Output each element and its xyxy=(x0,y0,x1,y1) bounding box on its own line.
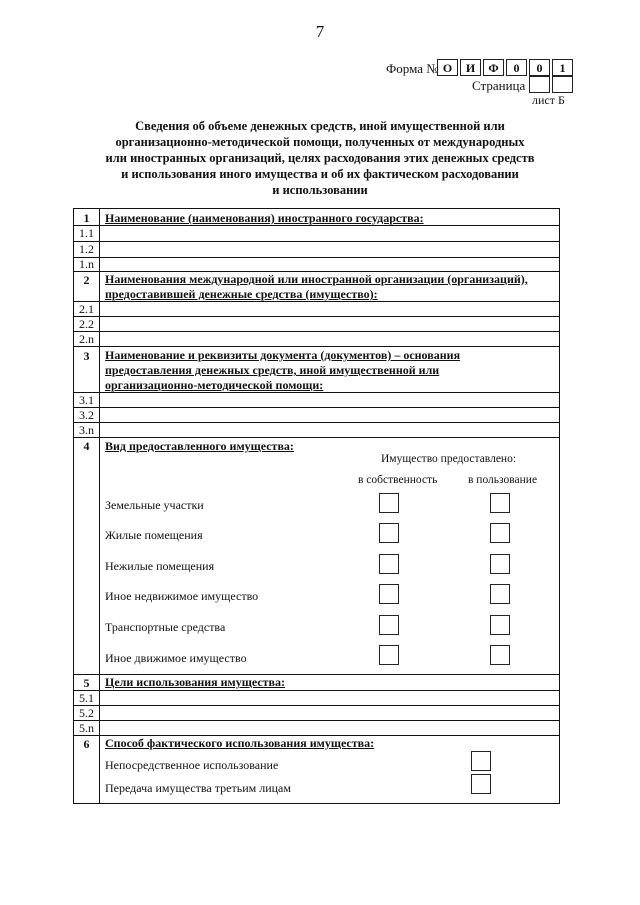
row-divider xyxy=(74,316,559,317)
usage-method-label: Непосредственное использование xyxy=(105,758,279,772)
form-number-label: Форма № xyxy=(386,61,439,76)
title-line: Сведения об объеме денежных средств, иной имущественной или xyxy=(135,119,505,133)
row-number: 5.1 xyxy=(79,691,94,705)
section-number: 5 xyxy=(83,676,90,690)
page-number: 7 xyxy=(315,22,325,41)
form-code-cell: Ф xyxy=(483,59,504,76)
row-divider xyxy=(74,225,559,226)
row-divider xyxy=(74,392,559,393)
use-checkbox[interactable] xyxy=(490,615,510,635)
sheet-label: лист Б xyxy=(532,93,565,107)
property-type-label: Земельные участки xyxy=(105,498,204,512)
ownership-checkbox[interactable] xyxy=(379,523,399,543)
row-divider xyxy=(74,241,559,242)
property-provided-header: Имущество предоставлено: xyxy=(381,453,517,465)
row-divider xyxy=(74,720,559,721)
row-divider xyxy=(74,437,559,438)
form-code-cell: 0 xyxy=(529,59,550,76)
row-number: 5.2 xyxy=(79,706,94,720)
property-type-label: Жилые помещения xyxy=(105,528,203,542)
usage-method-label: Передача имущества третьим лицам xyxy=(105,781,291,795)
form-code-cell: 0 xyxy=(506,59,527,76)
ownership-checkbox[interactable] xyxy=(379,645,399,665)
title-line: и использовании xyxy=(272,183,368,197)
form-table xyxy=(73,208,560,804)
direct-use-checkbox[interactable] xyxy=(471,751,491,771)
title-line: и использования иного имущества и об их фактическом расходовании xyxy=(121,167,519,181)
page-field-label: Страница xyxy=(472,78,526,93)
property-type-label: Транспортные средства xyxy=(105,620,226,634)
column-ownership: в собственность xyxy=(358,474,438,486)
section-4-title: Вид предоставленного имущества: xyxy=(105,439,294,453)
section-5-title: Цели использования имущества: xyxy=(105,675,286,689)
row-number: 1.2 xyxy=(79,242,94,256)
row-number: 3.2 xyxy=(79,408,94,422)
row-number: 1.1 xyxy=(79,226,94,240)
row-divider xyxy=(74,705,559,706)
row-number: 2.n xyxy=(79,332,94,346)
property-type-label: Нежилые помещения xyxy=(105,559,215,573)
form-code-cell: И xyxy=(460,59,481,76)
row-number: 1.n xyxy=(79,257,94,271)
page-number-box[interactable] xyxy=(552,76,573,93)
document-title xyxy=(80,118,560,198)
column-use: в пользование xyxy=(468,474,538,486)
section-6-title: Способ фактического использования имущества: xyxy=(105,736,375,750)
section-2-title: Наименования международной или иностранной организации (организаций), предоставившей денежные средства (имущество): xyxy=(105,272,528,301)
row-divider xyxy=(74,346,559,347)
use-checkbox[interactable] xyxy=(490,645,510,665)
row-divider xyxy=(74,690,559,691)
ownership-checkbox[interactable] xyxy=(379,615,399,635)
title-line: организационно-методической помощи, полученных от международных xyxy=(115,135,525,149)
section-number: 2 xyxy=(83,273,90,287)
ownership-checkbox[interactable] xyxy=(379,554,399,574)
column-divider xyxy=(99,209,100,803)
use-checkbox[interactable] xyxy=(490,584,510,604)
section-number: 1 xyxy=(83,211,90,225)
use-checkbox[interactable] xyxy=(490,554,510,574)
row-divider xyxy=(74,331,559,332)
property-type-label: Иное движимое имущество xyxy=(105,651,247,665)
ownership-checkbox[interactable] xyxy=(379,584,399,604)
section-number: 3 xyxy=(83,349,90,363)
row-number: 5.n xyxy=(79,721,94,735)
row-divider xyxy=(74,301,559,302)
row-number: 2.1 xyxy=(79,302,94,316)
row-divider xyxy=(74,257,559,258)
row-number: 3.n xyxy=(79,423,94,437)
form-code-cell: О xyxy=(437,59,458,76)
row-divider xyxy=(74,407,559,408)
property-type-label: Иное недвижимое имущество xyxy=(105,589,259,603)
row-divider xyxy=(74,422,559,423)
row-number: 3.1 xyxy=(79,393,94,407)
section-1-title: Наименование (наименования) иностранного государства: xyxy=(105,211,424,225)
page-number-box[interactable] xyxy=(529,76,550,93)
form-code-cell: 1 xyxy=(552,59,573,76)
title-line: или иностранных организаций, целях расходования этих денежных средств xyxy=(105,151,535,165)
row-number: 2.2 xyxy=(79,317,94,331)
third-party-transfer-checkbox[interactable] xyxy=(471,774,491,794)
section-3-title: Наименование и реквизиты документа (документов) – основания предоставления денежных средств, иной имущественной или организационно-методической помощи: xyxy=(105,348,461,392)
ownership-checkbox[interactable] xyxy=(379,493,399,513)
use-checkbox[interactable] xyxy=(490,493,510,513)
section-number: 4 xyxy=(83,439,90,453)
use-checkbox[interactable] xyxy=(490,523,510,543)
section-number: 6 xyxy=(83,737,90,751)
